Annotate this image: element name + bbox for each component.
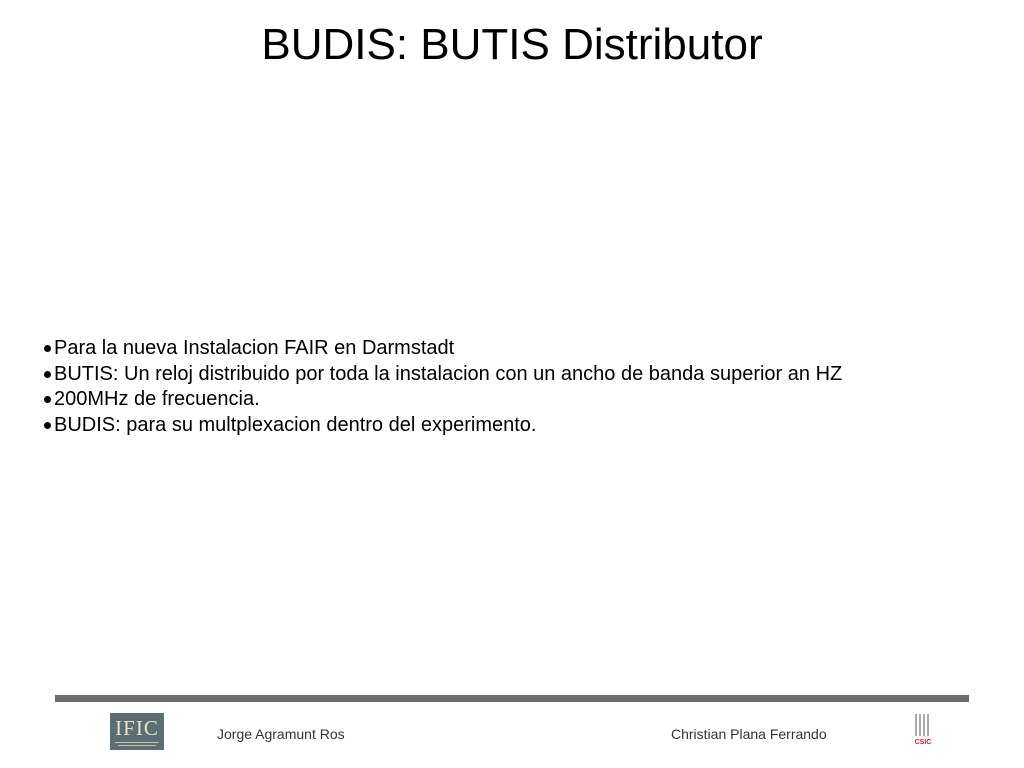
- bullet-text: BUDIS: para su multplexacion dentro del experimento.: [54, 413, 537, 436]
- bullet-dot-icon: [44, 422, 51, 429]
- ific-logo: [110, 713, 164, 750]
- csic-logo-text: CSIC: [914, 739, 932, 746]
- bullet-dot-icon: [44, 345, 51, 352]
- bullet-item: [44, 336, 842, 362]
- bullet-dot-icon: [44, 371, 51, 378]
- csic-emblem-icon: [915, 714, 931, 736]
- csic-logo: [912, 713, 934, 749]
- bullet-text: Para la nueva Instalacion FAIR en Darmstadt: [54, 337, 455, 359]
- bullet-item: [44, 387, 842, 413]
- bullet-list: [44, 336, 842, 438]
- bullet-item: [44, 413, 842, 439]
- ific-logo-rule: [115, 742, 159, 743]
- bullet-dot-icon: [44, 396, 51, 403]
- ific-logo-rule: [118, 745, 156, 746]
- footer-divider: [55, 695, 969, 702]
- slide-title: BUDIS: BUTIS Distributor: [261, 20, 763, 69]
- bullet-text: BUTIS: Un reloj distribuido por toda la instalacion con un ancho de banda superior an HZ: [54, 362, 843, 385]
- bullet-text: 200MHz de frecuencia.: [54, 388, 260, 410]
- footer-author-left: Jorge Agramunt Ros: [217, 726, 345, 742]
- bullet-item: [44, 362, 842, 388]
- ific-logo-text: IFIC: [115, 716, 159, 740]
- footer-author-right: Christian Plana Ferrando: [671, 726, 827, 742]
